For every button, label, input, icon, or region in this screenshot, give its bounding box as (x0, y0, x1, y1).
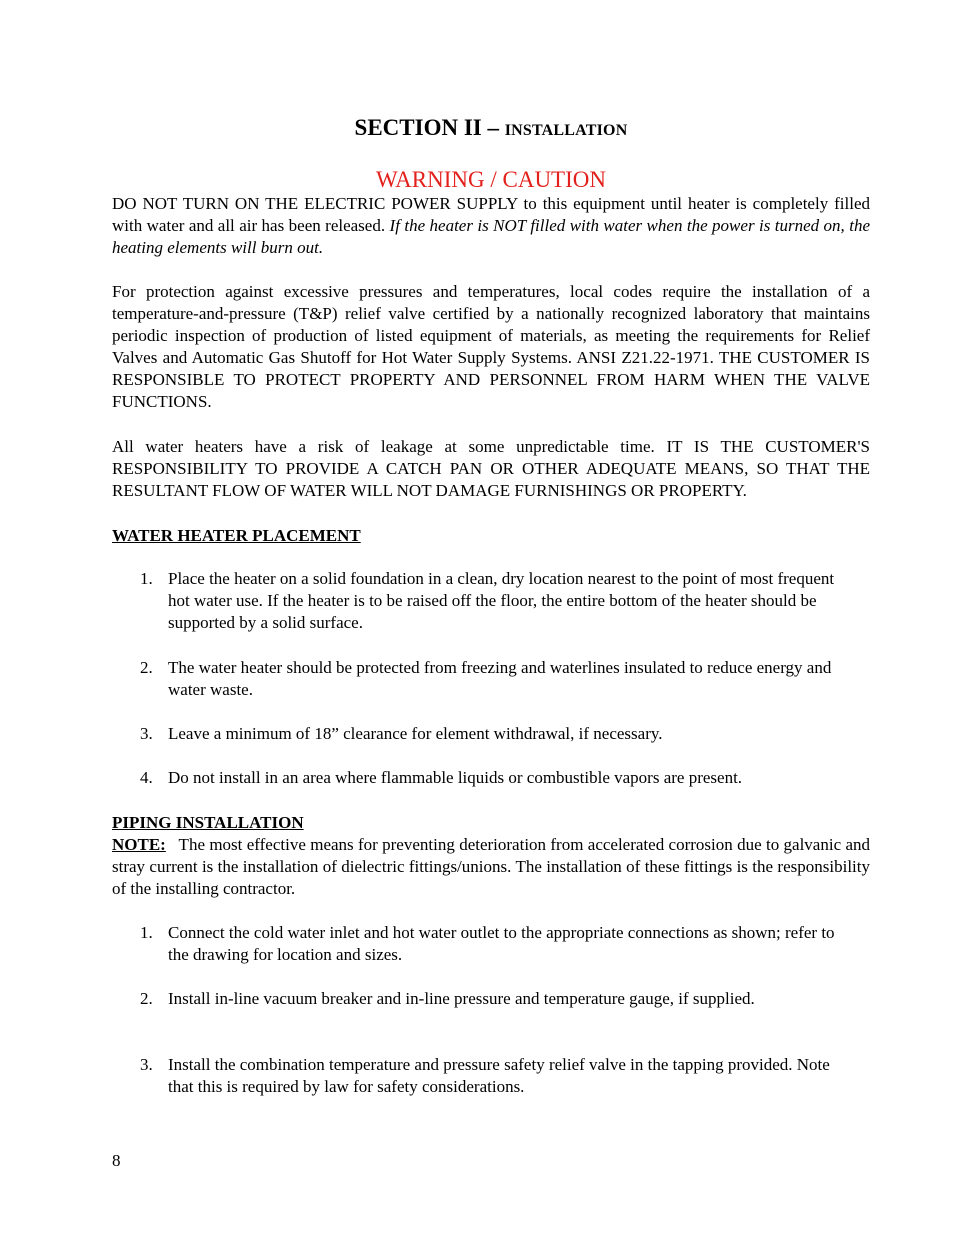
item-number: 2. (140, 658, 153, 677)
placement-item (140, 568, 840, 634)
item-number: 4. (140, 768, 153, 787)
warning-title: WARNING / CAUTION (376, 167, 606, 192)
note-label: NOTE: (112, 835, 166, 854)
item-text: Install in-line vacuum breaker and in-line pressure and temperature gauge, if supplied. (168, 989, 755, 1008)
section-title-dash: – (481, 115, 505, 140)
section-title-main: SECTION II (354, 115, 482, 140)
item-text: Leave a minimum of 18” clearance for element withdrawal, if necessary. (168, 724, 663, 743)
item-number: 2. (140, 989, 153, 1008)
item-number: 3. (140, 1055, 153, 1074)
item-text: Place the heater on a solid foundation in a clean, dry location nearest to the point of most frequent hot water use. If the heater is to be raised off the floor, the entire bottom of the heater should be supported by a solid surface. (168, 569, 835, 632)
item-number: 3. (140, 724, 153, 743)
piping-item (140, 988, 840, 1010)
warning-italic-text: If the heater is NOT filled with water when the power is turned on, the heating elements will burn out. (112, 216, 870, 257)
section-title (112, 113, 870, 146)
item-number: 1. (140, 569, 153, 588)
placement-item (140, 767, 840, 789)
item-text: Connect the cold water inlet and hot water outlet to the appropriate connections as shown; refer to the drawing for location and sizes. (168, 923, 835, 964)
piping-item (140, 1054, 840, 1098)
item-text: Install the combination temperature and pressure safety relief valve in the tapping provided. Note that this is required by law for safety considerations. (168, 1055, 830, 1096)
protection-paragraph: For protection against excessive pressures and temperatures, local codes require the installation of a temperature-and-pressure (T&P) relief valve certified by a nationally recognized laboratory that maintains periodic inspection of production of listed equipment of materials, as meeting the requirements for Relief Valves and Automatic Gas Shutoff for Hot Water Supply Systems. ANSI Z21.22-1971. THE CUSTOMER IS RESPONSIBLE TO PROTECT PROPERTY AND PERSONNEL FROM HARM WHEN THE VALVE FUNCTIONS. (112, 282, 870, 411)
item-text: Do not install in an area where flammable liquids or combustible vapors are present. (168, 768, 743, 787)
item-text: The water heater should be protected from freezing and waterlines insulated to reduce energy and water waste. (168, 658, 832, 699)
page-number: 8 (112, 1151, 121, 1170)
piping-heading: PIPING INSTALLATION (112, 813, 304, 832)
item-number: 1. (140, 923, 153, 942)
placement-heading: WATER HEATER PLACEMENT (112, 526, 361, 545)
placement-item (140, 723, 840, 745)
placement-item (140, 657, 840, 701)
warning-paragraph (112, 193, 870, 259)
leakage-paragraph: All water heaters have a risk of leakage at some unpredictable time. IT IS THE CUSTOMER'S RESPONSIBILITY TO PROVIDE A CATCH PAN OR OTHER ADEQUATE MEANS, SO THAT THE RESULTANT FLOW OF WATER WILL NOT DAMAGE FURNISHINGS OR PROPERTY. (112, 437, 870, 500)
warning-text: DO NOT TURN ON THE ELECTRIC POWER SUPPLY to this equipment until heater is completely filled with water and all air has been released. (112, 194, 870, 235)
note-text: The most effective means for preventing deterioration from accelerated corrosion due to galvanic and stray current is the installation of dielectric fittings/unions. The installation of these fittings is the responsibility of the installing contractor. (112, 835, 875, 898)
piping-note-paragraph (112, 834, 875, 900)
piping-item (140, 922, 840, 966)
section-subtitle: INSTALLATION (504, 122, 628, 139)
